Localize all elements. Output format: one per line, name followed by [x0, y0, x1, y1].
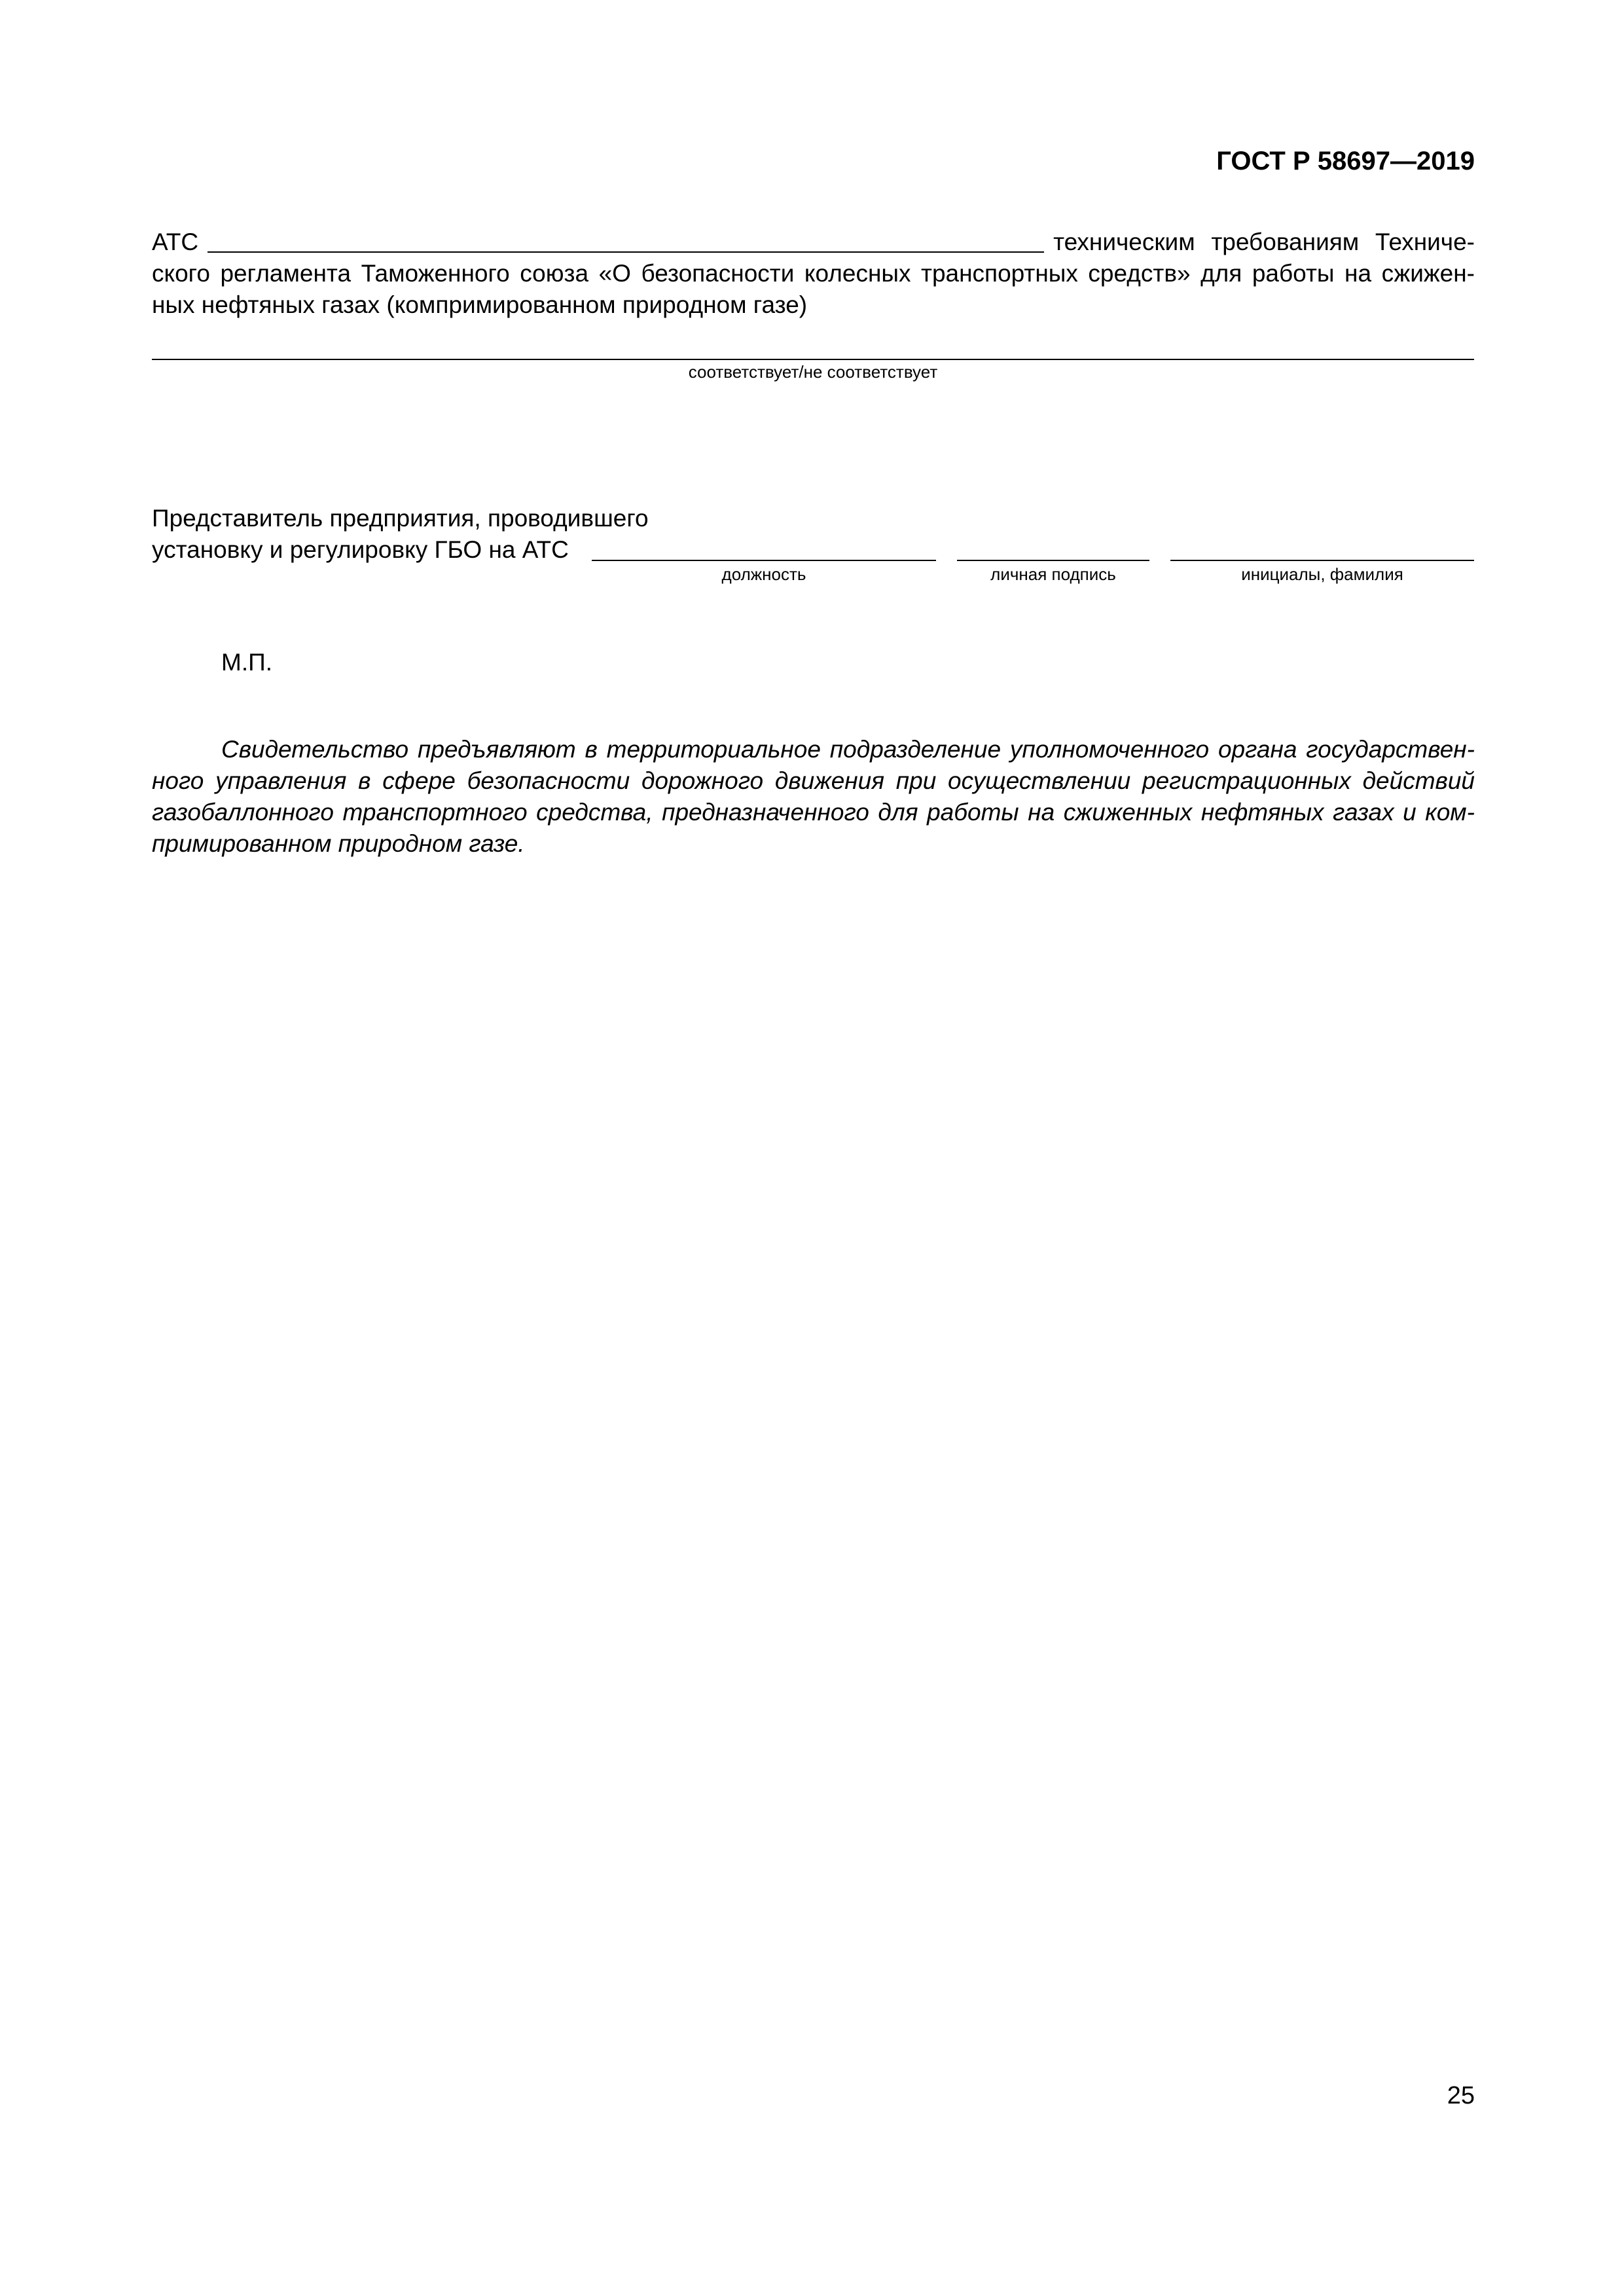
conformity-line-1	[152, 227, 1475, 258]
conformity-line-2: ского регламента Таможенного союза «О безопасности колесных транспортных средств» для работы на сжижен-	[152, 260, 1475, 287]
ats-label: АТС	[152, 228, 199, 255]
conformity-line-3: ных нефтяных газах (компримированном природном газе)	[152, 291, 808, 318]
note-line-1-text: Свидетельство предъявляют в территориальное подразделение уполномоченного органа государствен-	[221, 736, 1475, 763]
note-line-1	[152, 734, 1475, 765]
signature-caption: личная подпись	[990, 564, 1116, 584]
note-line-3: газобаллонного транспортного средства, предназначенного для работы на сжиженных нефтяных газах и ком-	[152, 799, 1475, 826]
vehicle-blank-field[interactable]	[208, 251, 1044, 253]
conformity-caption: соответствует/не соответствует	[688, 362, 938, 382]
position-blank-field[interactable]	[592, 560, 936, 561]
conformity-blank-field[interactable]	[152, 359, 1474, 360]
representative-line-2: установку и регулировку ГБО на АТС	[152, 536, 569, 563]
representative-label	[152, 503, 649, 566]
document-id: ГОСТ Р 58697—2019	[1216, 147, 1475, 175]
note-line-4: примированном природном газе.	[152, 830, 525, 857]
position-caption: должность	[721, 564, 806, 584]
note-paragraph	[152, 734, 1475, 860]
name-blank-field[interactable]	[1170, 560, 1474, 561]
conformity-line-1-tail: техническим требованиям Техниче-	[1053, 228, 1475, 255]
signature-blank-field[interactable]	[957, 560, 1149, 561]
name-caption: инициалы, фамилия	[1241, 564, 1403, 584]
conformity-paragraph	[152, 227, 1475, 321]
representative-line-1: Представитель предприятия, проводившего	[152, 505, 649, 532]
page-number: 25	[1447, 2082, 1475, 2109]
note-line-2: ного управления в сфере безопасности дорожного движения при осуществлении регистрационных действий	[152, 767, 1475, 794]
stamp-label: М.П.	[221, 649, 272, 676]
